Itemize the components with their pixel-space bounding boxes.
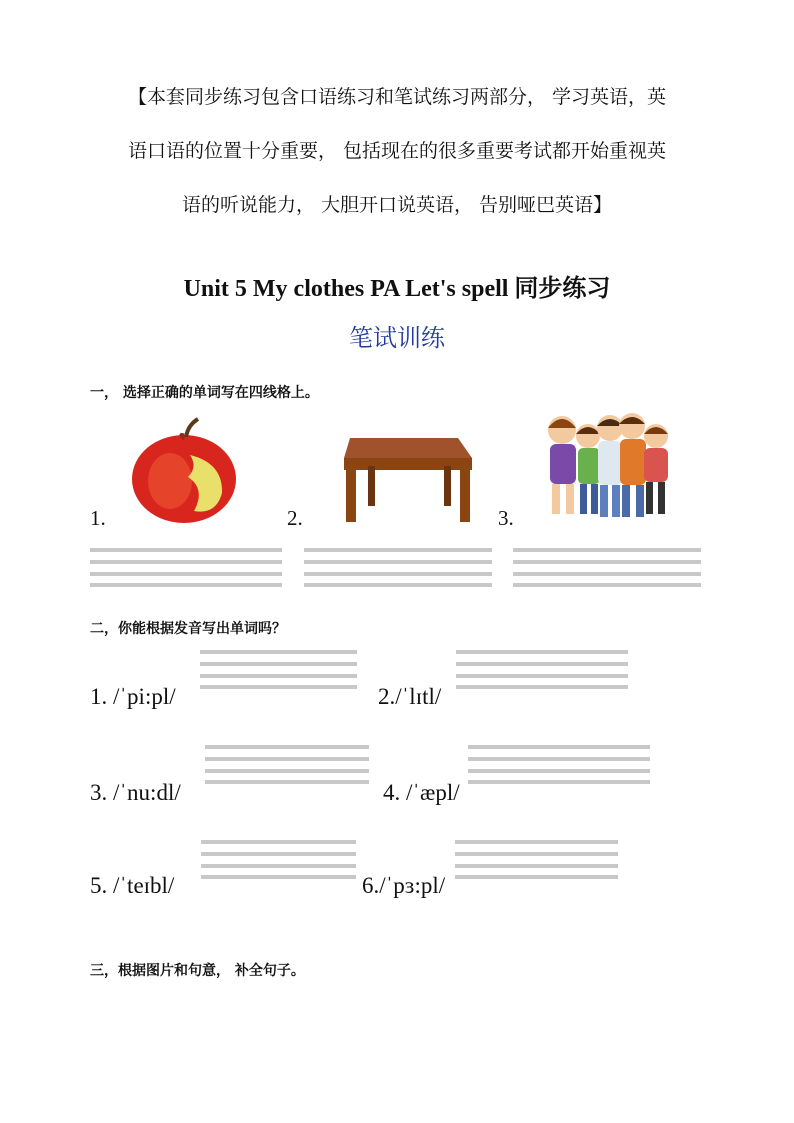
phonetic-6: 6./ˈpɜ:pl/ (362, 873, 446, 898)
writing-lines-3[interactable] (513, 548, 701, 595)
children-group-icon (540, 410, 676, 526)
writing-lines-phonetic-4[interactable] (468, 745, 650, 792)
item-3-number: 3. (498, 506, 514, 530)
writing-lines-phonetic-3[interactable] (205, 745, 369, 792)
writing-lines-phonetic-5[interactable] (201, 840, 356, 887)
intro-line-3: 语的听说能力， 大胆开口说英语， 告别哑巴英语】 (181, 194, 613, 216)
writing-lines-phonetic-6[interactable] (455, 840, 618, 887)
apple-icon (128, 415, 240, 525)
phonetic-3: 3. /ˈnu:dl/ (90, 780, 181, 805)
writing-lines-2[interactable] (304, 548, 492, 595)
phonetic-1: 1. /ˈpi:pl/ (90, 684, 176, 709)
page-title: Unit 5 My clothes PA Let's spell 同步练习 (183, 276, 611, 302)
table-icon (340, 436, 474, 526)
item-1-number: 1. (90, 506, 106, 530)
writing-lines-1[interactable] (90, 548, 282, 595)
section-1-heading: 一， 选择正确的单词写在四线格上。 (90, 385, 319, 401)
section-2-heading: 二，你能根据发音写出单词吗？ (90, 621, 286, 637)
phonetic-2: 2./ˈlɪtl/ (378, 684, 442, 709)
intro-paragraph (80, 70, 714, 232)
intro-line-1: 【本套同步练习包含口语练习和笔试练习两部分， 学习英语，英 (127, 86, 667, 108)
page-subtitle: 笔试训练 (349, 324, 445, 352)
item-2-number: 2. (287, 506, 303, 530)
intro-line-2: 语口语的位置十分重要， 包括现在的很多重要考试都开始重视英 (127, 140, 667, 162)
section-3-heading: 三，根据图片和句意， 补全句子。 (90, 963, 305, 979)
writing-lines-phonetic-2[interactable] (456, 650, 628, 697)
writing-lines-phonetic-1[interactable] (200, 650, 357, 697)
phonetic-4: 4. /ˈæpl/ (383, 780, 460, 805)
phonetic-5: 5. /ˈteɪbl/ (90, 873, 175, 898)
